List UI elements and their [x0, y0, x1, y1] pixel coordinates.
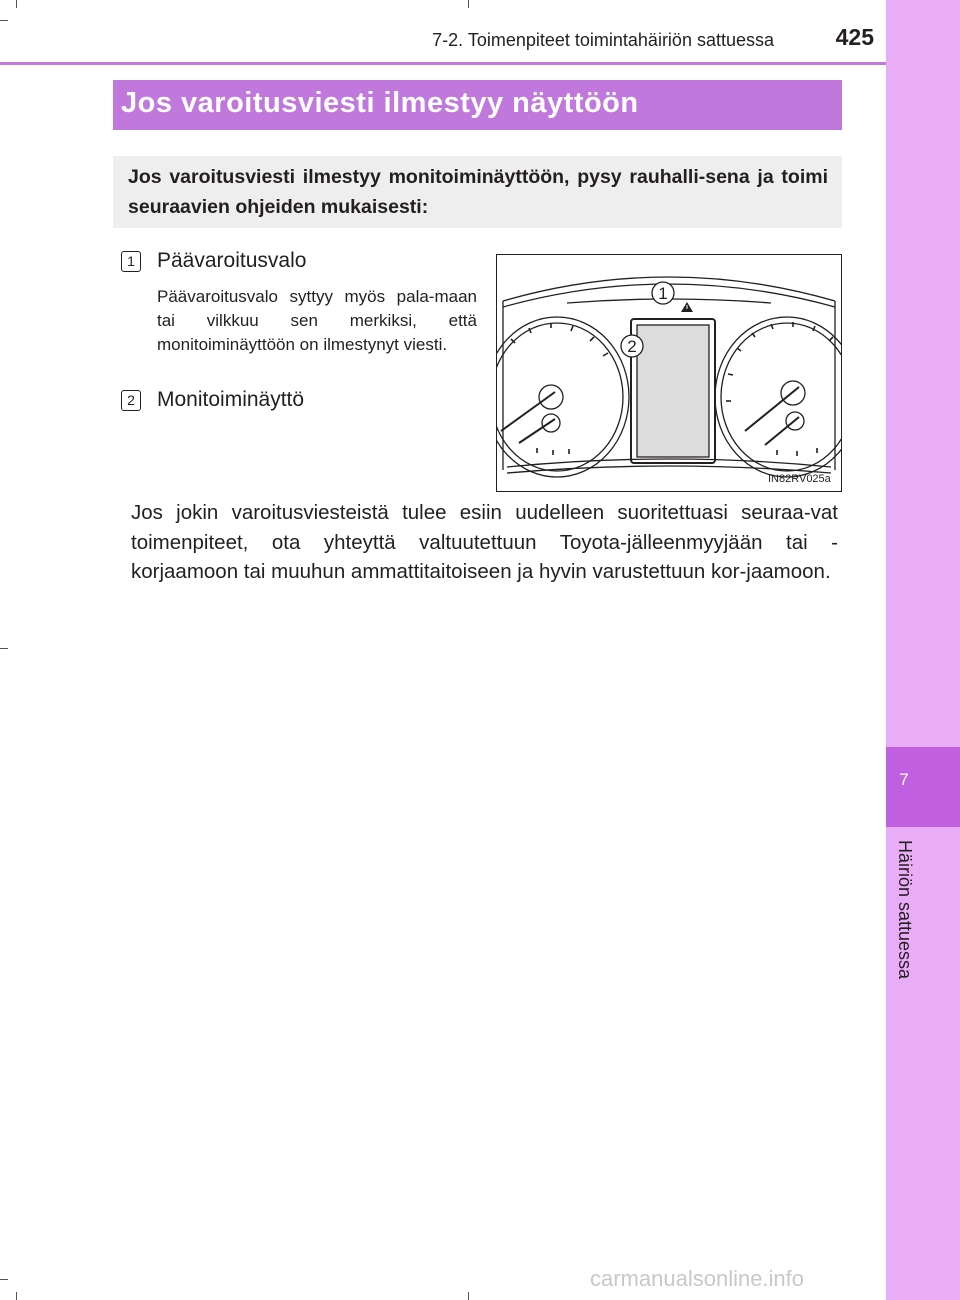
crop-mark: [468, 0, 469, 8]
item-number-badge: 1: [121, 251, 141, 272]
crop-mark: [16, 0, 17, 8]
side-tab-strip: [886, 0, 960, 1300]
crop-mark: [0, 20, 8, 21]
header-rule: [0, 62, 886, 65]
instrument-cluster-illustration: [497, 255, 841, 491]
warning-triangle-icon: [681, 302, 693, 312]
figure-callout: 1: [658, 284, 668, 303]
item-title: Päävaroitusvalo: [157, 249, 307, 272]
page-number: 425: [835, 24, 874, 50]
item-title: Monitoiminäyttö: [157, 388, 305, 411]
crop-mark: [0, 1279, 8, 1280]
item-description: Päävaroitusvalo syttyy myös pala-maan tai vilkkuu sen merkiksi, että monitoiminäyttöön on ilmestynyt viesti.: [157, 287, 477, 354]
crop-mark: [0, 648, 8, 649]
watermark: carmanualsonline.info: [590, 1266, 805, 1291]
section-title-bar: [113, 80, 842, 130]
instrument-cluster-figure: [496, 254, 842, 492]
section-title: Jos varoitusviesti ilmestyy näyttöön: [121, 87, 639, 119]
crop-mark: [468, 1292, 469, 1300]
section-header: 7-2. Toimenpiteet toimintahäiriön sattuessa: [432, 30, 774, 50]
item-number-badge: 2: [121, 390, 141, 411]
crop-mark: [16, 1292, 17, 1300]
body-paragraph: Jos jokin varoitusviesteistä tulee esiin uudelleen suoritettuasi seuraa-vat toimenpiteet, ota yhteyttä valtuutettuun Toyota-jälleenmyyjään tai -korjaamoon tai muuhun ammattitaitoiseen ja hyvin varustettuun kor-jaamoon.: [131, 501, 838, 583]
figure-callout: 2: [627, 337, 637, 356]
intro-box: [113, 156, 842, 228]
chapter-title: Häiriön sattuessa: [895, 840, 915, 980]
intro-text: Jos varoitusviesti ilmestyy monitoiminäyttöön, pysy rauhalli-sena ja toimi seuraavien ohjeiden mukaisesti:: [128, 166, 828, 218]
figure-code: IN82RV025a: [768, 473, 831, 485]
chapter-number: 7: [899, 770, 909, 789]
